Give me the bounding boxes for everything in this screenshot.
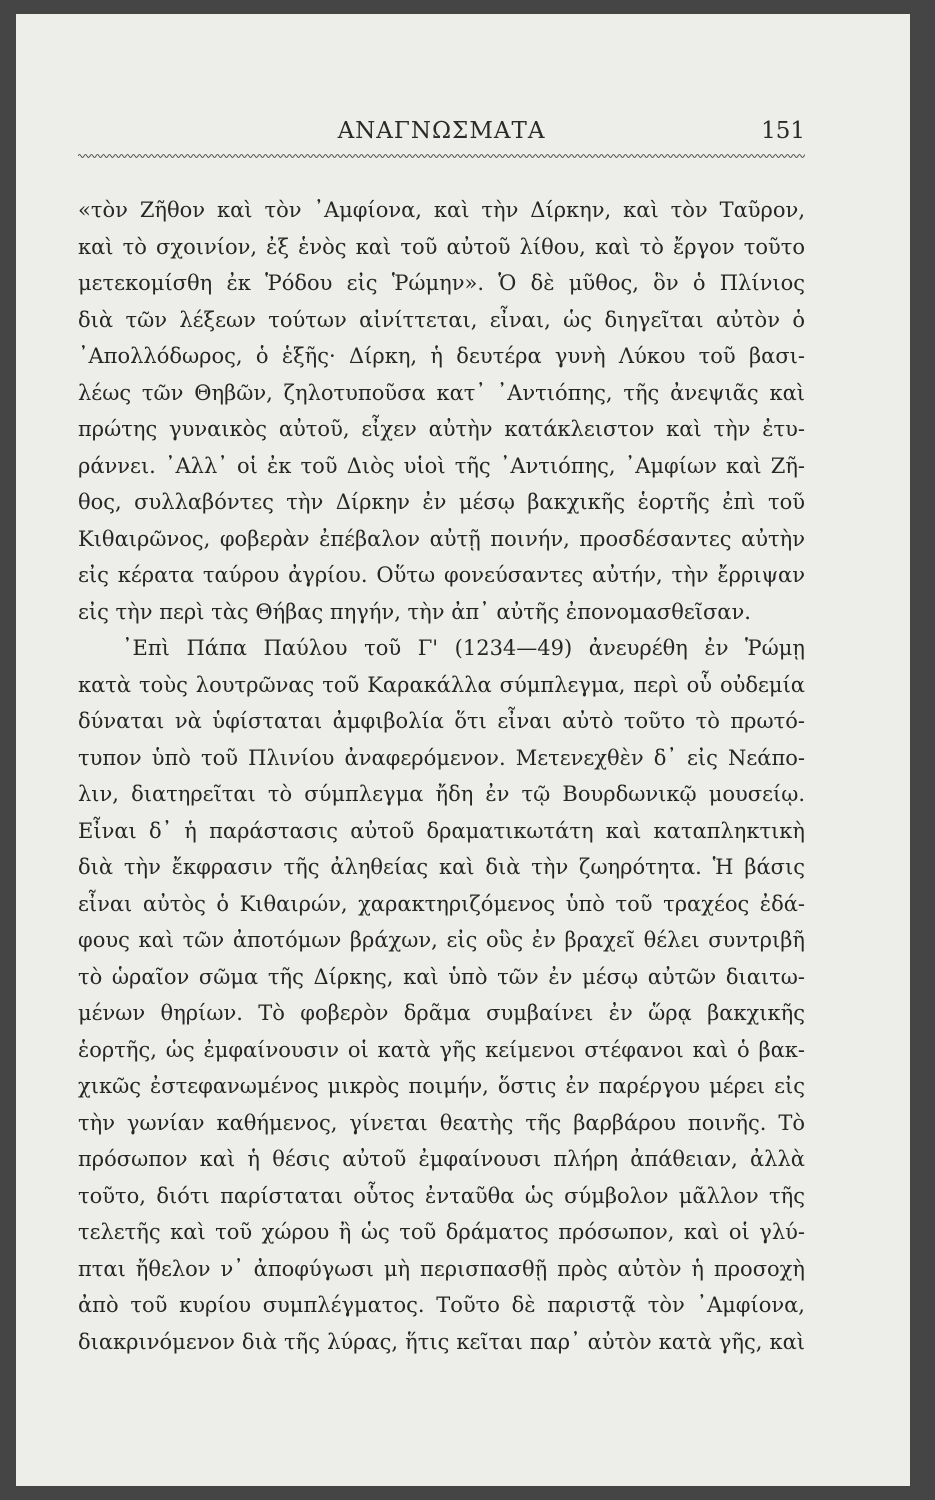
text-line: δύναται νὰ ὑφίσταται ἀμφιβολία ὅτι εἶναι αὐτὸ τοῦτο τὸ πρωτό-	[78, 709, 805, 733]
text-line: ᾿Επὶ Πάπα Παύλου τοῦ Γ' (1234—49) ἀνευρέθη ἐν Ῥώμῃ	[122, 636, 805, 660]
text-line: Εἶναι δ᾿ ἡ παράστασις αὐτοῦ δραματικωτάτη καὶ καταπληκτικὴ	[78, 818, 805, 843]
text-line: τὴν γωνίαν καθήμενος, γίνεται θεατὴς τῆς βαρβάρου ποινῆς. Τὸ	[78, 1110, 805, 1135]
text-line: διακρινόμενον διὰ τῆς λύρας, ἥτις κεῖται παρ᾿ αὐτὸν κατὰ γῆς, καὶ	[78, 1329, 805, 1354]
text-line: ἑορτῆς, ὡς ἐμφαίνουσιν οἱ κατὰ γῆς κείμενοι στέφανοι καὶ ὁ βακ-	[78, 1037, 805, 1062]
text-line: εἰς τὴν περὶ τὰς Θήβας πηγήν, τὴν ἀπ᾿ αὐτῆς ἐπονομασθεῖσαν.	[78, 599, 751, 624]
text-line: κατὰ τοὺς λουτρῶνας τοῦ Καρακάλλα σύμπλεγμα, περὶ οὗ οὐδεμία	[78, 672, 805, 697]
text-line: τὸ ὡραῖον σῶμα τῆς Δίρκης, καὶ ὑπὸ τῶν ἐν μέσῳ αὐτῶν διαιτω-	[78, 964, 805, 989]
text-line: χικῶς ἐστεφανωμένος μικρὸς ποιμήν, ὅστις ἐν παρέργου μέρει εἰς	[78, 1074, 805, 1098]
text-line: διὰ τὴν ἔκφρασιν τῆς ἀληθείας καὶ διὰ τὴν ζωηρότητα. Ἡ βάσις	[78, 855, 805, 879]
text-line: φους καὶ τῶν ἀποτόμων βράχων, εἰς οὓς ἐν βραχεῖ θέλει συντριβῆ	[78, 928, 805, 952]
body-text	[78, 192, 805, 1360]
text-line: μένων θηρίων. Τὸ φοβερὸν δρᾶμα συμβαίνει ἐν ὥρᾳ βακχικῆς	[78, 1001, 805, 1025]
text-line: εἶναι αὐτὸς ὁ Κιθαιρών, χαρακτηριζόμενος ὑπὸ τοῦ τραχέος ἐδά-	[78, 891, 805, 916]
text-line: «τὸν Ζῆθον καὶ τὸν ᾿Αμφίονα, καὶ τὴν Δίρκην, καὶ τὸν Ταῦρον,	[78, 198, 805, 222]
text-line: καὶ τὸ σχοινίον, ἐξ ἑνὸς καὶ τοῦ αὐτοῦ λίθου, καὶ τὸ ἔργον τοῦτο	[78, 234, 805, 259]
running-title: ΑΝΑΓΝΩΣΜΑΤΑ	[337, 118, 546, 144]
text-line: πται ἤθελον ν᾿ ἀποφύγωσι μὴ περισπασθῇ πρὸς αὐτὸν ἡ προσοχὴ	[78, 1256, 805, 1281]
text-line: Κιθαιρῶνος, φοβερὰν ἐπέβαλον αὐτῇ ποινήν, προσδέσαντες αὐτὴν	[78, 526, 805, 551]
text-line: διὰ τῶν λέξεων τούτων αἰνίττεται, εἶναι, ὡς διηγεῖται αὐτὸν ὁ	[78, 307, 805, 332]
text-line: τοῦτο, διότι παρίσταται οὗτος ἐνταῦθα ὡς σύμβολον μᾶλλον τῆς	[78, 1183, 805, 1208]
text-line: μετεκομίσθη ἐκ Ῥόδου εἰς Ῥώμην». Ὁ δὲ μῦθος, ὃν ὁ Πλίνιος	[78, 271, 805, 295]
text-line: τυπον ὑπὸ τοῦ Πλινίου ἀναφερόμενον. Μετενεχθὲν δ᾿ εἰς Νεάπο-	[78, 745, 805, 770]
text-line: τελετῆς καὶ τοῦ χώρου ἢ ὡς τοῦ δράματος πρόσωπον, καὶ οἱ γλύ-	[78, 1220, 805, 1244]
text-line: λιν, διατηρεῖται τὸ σύμπλεγμα ἤδη ἐν τῷ Βουρδωνικῷ μουσείῳ.	[78, 782, 805, 806]
wavy-rule-ornament	[78, 152, 805, 160]
text-line: εἰς κέρατα ταύρου ἀγρίου. Οὕτω φονεύσαντες αὐτήν, τὴν ἔρριψαν	[78, 563, 805, 587]
text-line: θος, συλλαβόντες τὴν Δίρκην ἐν μέσῳ βακχικῆς ἑορτῆς ἐπὶ τοῦ	[78, 490, 805, 514]
text-line: ᾿Απολλόδωρος, ὁ ἑξῆς· Δίρκη, ἡ δευτέρα γυνὴ Λύκου τοῦ βασι-	[78, 344, 805, 368]
text-line: ράννει. ᾿Αλλ᾿ οἱ ἐκ τοῦ Διὸς υἱοὶ τῆς ᾿Αντιόπης, ᾿Αμφίων καὶ Ζῆ-	[78, 453, 805, 478]
text-line: πρώτης γυναικὸς αὐτοῦ, εἶχεν αὐτὴν κατάκλειστον καὶ τὴν ἐτυ-	[78, 417, 805, 441]
text-line: πρόσωπον καὶ ἡ θέσις αὐτοῦ ἐμφαίνουσι πλήρη ἀπάθειαν, ἀλλὰ	[78, 1147, 805, 1171]
book-page	[16, 14, 910, 1486]
running-head	[78, 118, 805, 158]
text-line: ἀπὸ τοῦ κυρίου συμπλέγματος. Τοῦτο δὲ παριστᾷ τὸν ᾿Αμφίονα,	[78, 1293, 805, 1317]
page-number: 151	[761, 118, 805, 144]
text-line: λέως τῶν Θηβῶν, ζηλοτυποῦσα κατ᾿ ᾿Αντιόπης, τῆς ἀνεψιᾶς καὶ	[78, 380, 805, 405]
